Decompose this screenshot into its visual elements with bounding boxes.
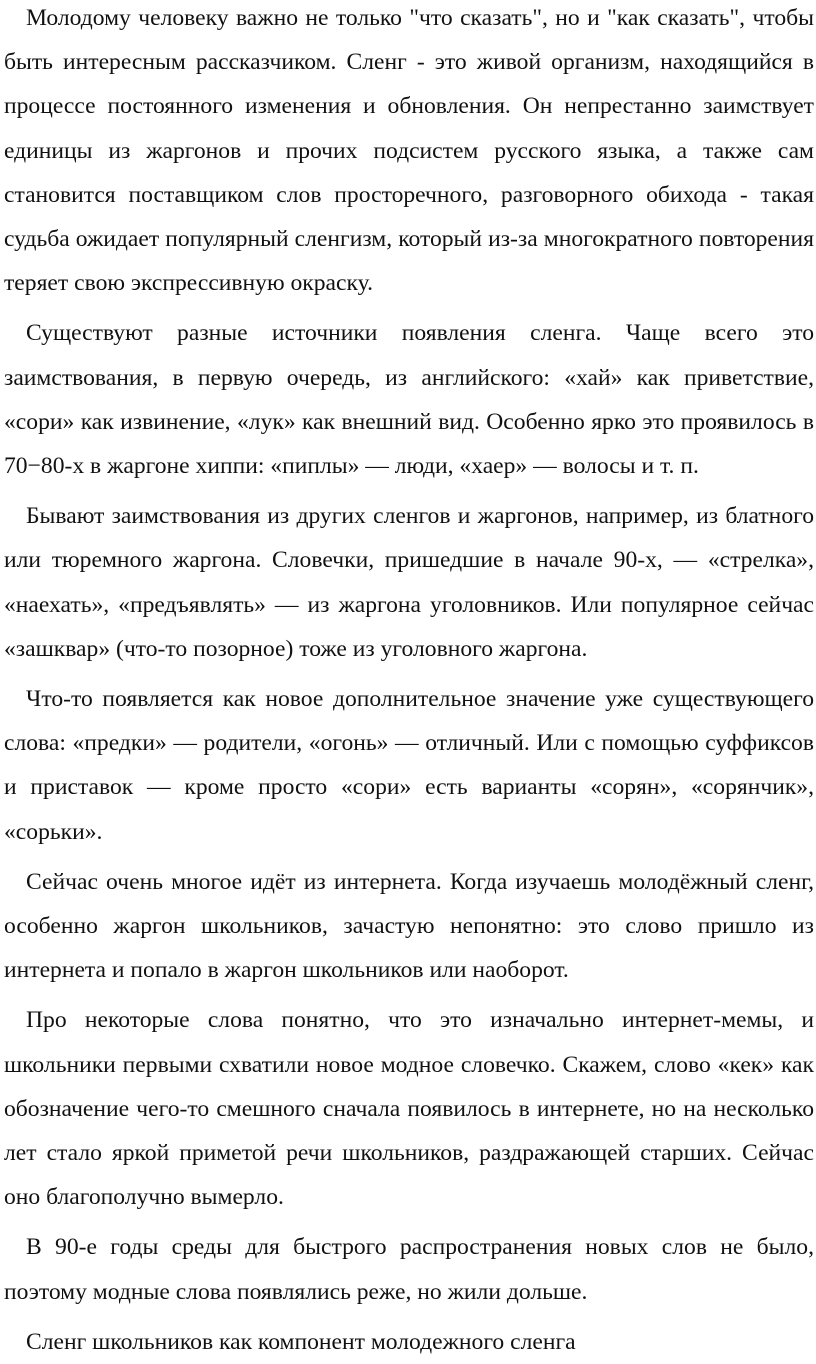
paragraph-6: Про некоторые слова понятно, что это изначально интернет-мемы, и школьники первыми схватили новое модное словечко. Скажем, слово «кек» как обозначение чего-то смешного сначала появилось в интернете, но на несколько лет стало яркой приметой речи школьников, раздражающей старших. Сейчас оно благополучно вымерло. <box>4 1007 814 1211</box>
paragraph-1: Молодому человеку важно не только "что сказать", но и "как сказать", чтобы быть интересным рассказчиком. Сленг - это живой организм, находящийся в процессе постоянного изменения и обновления. Он непрестанно заимствует единицы из жаргонов и прочих подсистем русского языка, а также сам становится поставщиком слов просторечного, разговорного обихода - такая судьба ожидает популярный сленгизм, который из-за многократного повторения теряет свою экспрессивную окраску. <box>4 5 814 297</box>
paragraph-3: Бывают заимствования из других сленгов и жаргонов, например, из блатного или тюремного жаргона. Словечки, пришедшие в начале 90-х, — «стрелка», «наехать», «предъявлять» — из жаргона уголовников. Или популярное сейчас «зашквар» (что-то позорное) тоже из уголовного жаргона. <box>4 503 814 662</box>
paragraph-5: Сейчас очень многое идёт из интернета. Когда изучаешь молодёжный сленг, особенно жаргон школьников, зачастую непонятно: это слово пришло из интернета и попало в жаргон школьников или наоборот. <box>4 868 814 984</box>
paragraph-7: В 90-е годы среды для быстрого распространения новых слов не было, поэтому модные слова появлялись реже, но жили дольше. <box>4 1234 814 1305</box>
section-heading: Сленг школьников как компонент молодежного сленга <box>26 1328 576 1355</box>
document-page <box>4 0 814 1364</box>
paragraph-2: Существуют разные источники появления сленга. Чаще всего это заимствования, в первую очередь, из английского: «хай» как приветствие, «сори» как извинение, «лук» как внешний вид. Особенно ярко это проявилось в 70−80-х в жаргоне хиппи: «пиплы» — люди, «хаер» — волосы и т. п. <box>4 320 814 480</box>
paragraph-4: Что-то появляется как новое дополнительное значение уже существующего слова: «предки» — родители, «огонь» — отличный. Или с помощью суффиксов и приставок — кроме просто «сори» есть варианты «сорян», «сорянчик», «сорьки». <box>4 686 814 845</box>
